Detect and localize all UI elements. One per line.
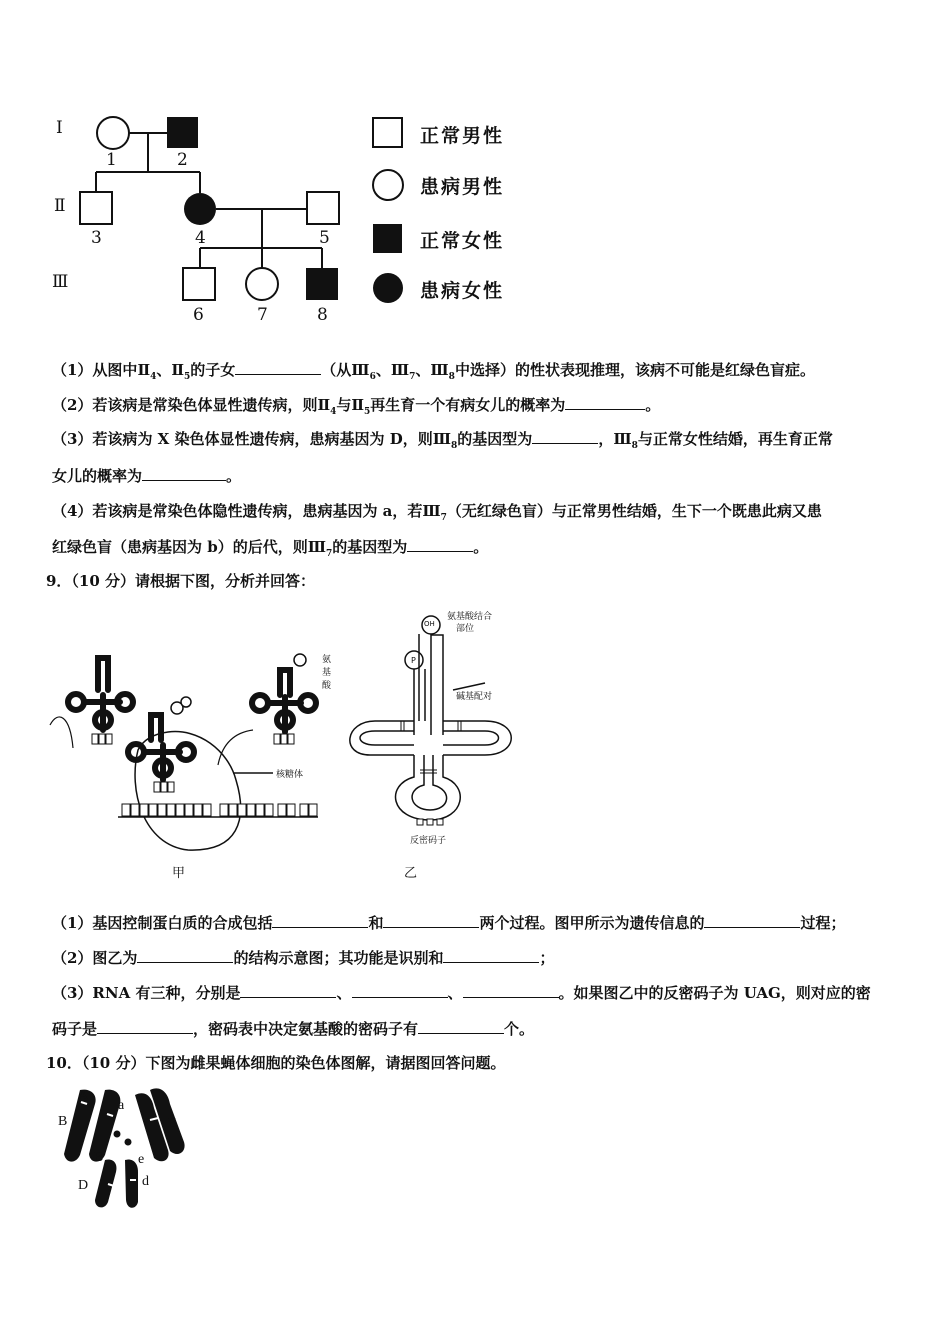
answer-blank[interactable]	[704, 913, 800, 928]
base-pair-label: 碱基配对	[456, 692, 493, 702]
individual-2	[167, 117, 198, 148]
legend-label-affected-male: 患病男性	[420, 176, 505, 198]
chromosome-label-a: a	[118, 1098, 125, 1113]
individual-number-7: 7	[257, 305, 268, 325]
generation-label-2: Ⅱ	[54, 196, 66, 216]
figure-yi-label: 乙	[404, 866, 418, 881]
chromosome-label-E: E	[168, 1116, 177, 1131]
answer-blank[interactable]	[240, 983, 336, 998]
answer-blank[interactable]	[97, 1019, 193, 1034]
amino-acid-label: 氨基酸	[322, 655, 332, 691]
pedigree-figure	[40, 100, 540, 340]
translation-diagram	[48, 640, 338, 890]
q8-part2: （2）若该病是常染色体显性遗传病，则$Ⅱ_4$与$Ⅱ_5$再生育一个有病女儿的概率为 。	[52, 396, 661, 417]
individual-number-3: 3	[91, 228, 102, 248]
individual-1	[97, 117, 129, 149]
answer-blank[interactable]	[565, 395, 645, 410]
individual-8	[306, 268, 338, 300]
q10-header: 10．（10 分）下图为雌果蝇体细胞的染色体图解，请据图回答问题。	[46, 1054, 506, 1072]
oh-label: OH	[424, 620, 435, 628]
answer-blank[interactable]	[418, 1019, 504, 1034]
individual-7	[246, 268, 278, 300]
q9-part2: （2）图乙为 的结构示意图；其功能是识别和 ；	[52, 949, 555, 967]
answer-blank[interactable]	[443, 948, 539, 963]
individual-3	[80, 192, 112, 224]
chromosome-label-B-left: B	[58, 1114, 68, 1129]
chromosome-diagram	[50, 1080, 200, 1210]
q8-part4-line1: （4）若该病是常染色体隐性遗传病，患病基因为 a，若$Ⅲ_7$（无红绿色盲）与正常男性结婚，生下一个既患此病又患	[52, 502, 822, 523]
figure-jia-label: 甲	[172, 866, 186, 881]
answer-blank[interactable]	[383, 913, 479, 928]
answer-blank[interactable]	[532, 429, 598, 444]
figure-chromosomes	[50, 1080, 200, 1210]
pedigree-legend-symbols	[370, 115, 410, 315]
q9-part3-line2: 码子是 ，密码表中决定氨基酸的密码子有 个。	[52, 1020, 535, 1038]
chromosome-label-D: D	[78, 1178, 89, 1193]
individual-4	[184, 193, 216, 225]
q9-header: 9．（10 分）请根据下图，分析并回答：	[46, 572, 316, 590]
answer-blank[interactable]	[272, 913, 368, 928]
individual-number-8: 8	[317, 305, 328, 325]
legend-label-affected-female: 患病女性	[420, 280, 505, 302]
chromosome-label-A: A	[78, 1088, 89, 1103]
chromosome-label-d: d	[142, 1174, 149, 1189]
p-label: P	[411, 656, 416, 665]
individual-6	[183, 268, 215, 300]
individual-number-5: 5	[319, 228, 330, 248]
generation-label-3: Ⅲ	[52, 272, 69, 292]
legend-label-normal-male: 正常男性	[420, 125, 505, 147]
individual-number-1: 1	[106, 150, 117, 170]
trna-cloverleaf-diagram	[335, 605, 535, 845]
anticodon-label: 反密码子	[410, 836, 447, 846]
ribosome-label: 核糖体	[276, 770, 304, 780]
answer-blank[interactable]	[463, 983, 559, 998]
individual-number-2: 2	[177, 150, 188, 170]
figure-translation	[48, 640, 338, 890]
q9-part3-line1: （3）RNA 有三种，分别是 、 、 。如果图乙中的反密码子为 UAG，则对应的密	[52, 984, 871, 1002]
chromosome-label-B-lower: B	[94, 1150, 104, 1165]
generation-label-1: Ⅰ	[56, 118, 63, 138]
chromosome-label-e: e	[138, 1152, 145, 1167]
q8-part3-line2: 女儿的概率为 。	[52, 467, 242, 485]
aa-binding-site-label: 氨基酸结合	[447, 612, 493, 622]
q8-part3-line1: （3）若该病为 X 染色体显性遗传病，患病基因为 D，则$Ⅲ_8$的基因型为 ，$Ⅲ_8$与正常女性结婚，再生育正常	[52, 430, 833, 451]
q8-part4-line2: 红绿色盲（患病基因为 b）的后代，则$Ⅲ_7$的基因型为 。	[52, 538, 489, 559]
answer-blank[interactable]	[235, 360, 321, 375]
q9-part1: （1）基因控制蛋白质的合成包括 和 两个过程。图甲所示为遗传信息的 过程；	[52, 914, 846, 932]
answer-blank[interactable]	[407, 537, 473, 552]
answer-blank[interactable]	[142, 466, 226, 481]
individual-number-4: 4	[195, 228, 206, 248]
legend-label-normal-female: 正常女性	[420, 230, 505, 252]
q8-part1: （1）从图中$Ⅱ_4$、$Ⅱ_5$的子女 （从$Ⅲ_6$、$Ⅲ_7$、$Ⅲ_8$中选择）的性状表现推理，该病不可能是红绿色盲症。	[52, 361, 815, 382]
answer-blank[interactable]	[137, 948, 233, 963]
answer-blank[interactable]	[352, 983, 448, 998]
individual-5	[307, 192, 339, 224]
individual-number-6: 6	[193, 305, 204, 325]
figure-trna-structure	[335, 605, 535, 895]
pedigree-chart	[40, 100, 360, 340]
aa-binding-site-label-2: 部位	[456, 624, 475, 634]
